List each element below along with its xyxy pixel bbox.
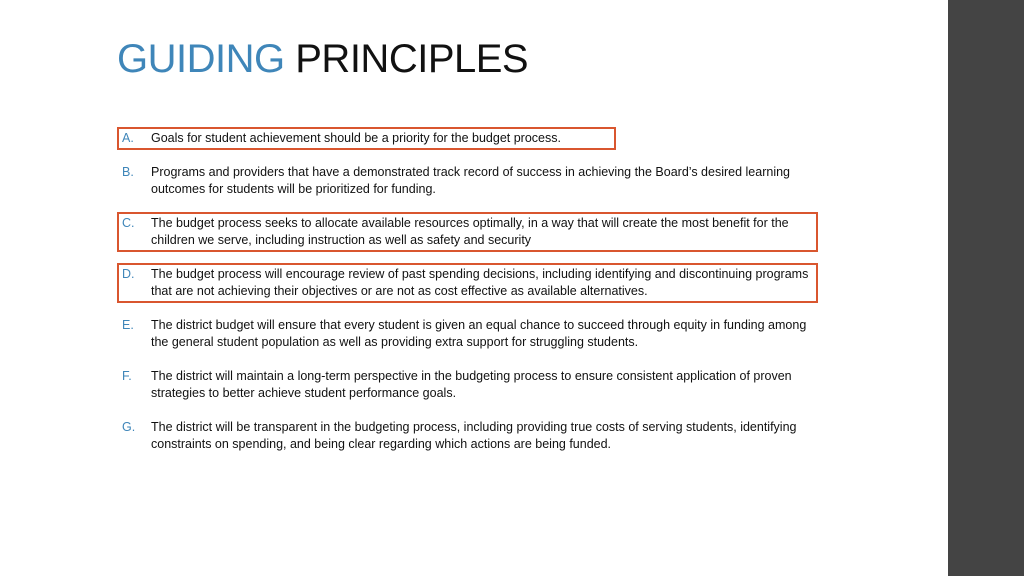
principle-text: The budget process will encourage review of past spending decisions, including identifying and discontinuing programs that are not achieving their objectives or are not as cost effective as available alternatives. [151,267,809,298]
principle-item-c [122,215,822,249]
principle-text: The district will maintain a long-term perspective in the budgeting process to ensure consistent application of proven strategies to better achieve student performance goals. [151,369,792,400]
principle-letter: G. [122,420,136,434]
principle-text: The district budget will ensure that every student is given an equal chance to succeed through equity in funding among the general student population as well as providing extra support for struggling students. [151,318,807,349]
principle-text: The budget process seeks to allocate available resources optimally, in a way that will create the most benefit for the children we serve, including instruction as well as safety and security [151,216,789,247]
slide-title [117,34,528,84]
principles-list [122,130,822,470]
principle-text: The district will be transparent in the budgeting process, including providing true costs of serving students, identifying constraints on spending, and being clear regarding which actions are being funded. [151,420,797,451]
principle-item-a [122,130,822,147]
principle-item-d [122,266,822,300]
title-accent-word: GUIDING [117,37,285,81]
principle-letter: C. [122,216,135,230]
principle-item-g [122,419,822,453]
principle-letter: B. [122,165,134,179]
side-bar [948,0,1024,576]
principle-letter: D. [122,267,135,281]
principle-text: Programs and providers that have a demonstrated track record of success in achieving the Board’s desired learning outcomes for students will be prioritized for funding. [151,165,791,196]
principle-item-f [122,368,822,402]
principle-item-b [122,164,822,198]
principle-text: Goals for student achievement should be a priority for the budget process. [151,131,561,145]
title-main-word: PRINCIPLES [295,37,529,81]
principle-item-e [122,317,822,351]
principle-letter: A. [122,131,134,145]
principle-letter: F. [122,369,132,383]
principle-letter: E. [122,318,134,332]
